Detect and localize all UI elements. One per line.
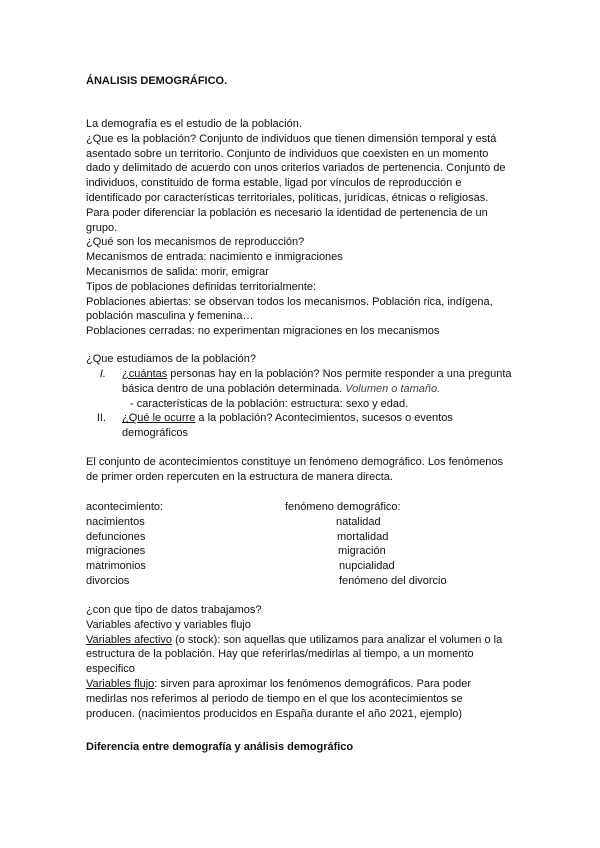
text-line: ¿Que es la población? Conjunto de individuos que tienen dimensión temporal y está	[86, 132, 497, 145]
events-table	[86, 500, 506, 589]
text-line: dado y delimitado de acuerdo con unos criterios variados de pertenencia. Conjunto de	[86, 162, 506, 175]
table-cell: migraciones	[86, 545, 146, 558]
table-header-row	[86, 500, 506, 515]
text-line: medirlas nos referimos al periodo de tiempo en el que los acontecimientos se	[86, 692, 463, 705]
text-line: Mecanismos de salida: morir, emigrar	[86, 265, 269, 278]
table-cell: nacimientos	[86, 515, 145, 528]
text-span: a la población? Acontecimientos, sucesos o eventos	[195, 412, 453, 425]
study-list	[86, 367, 514, 441]
underlined-term: ¿cuántas	[122, 368, 168, 380]
text-line: población masculina y femenina…	[86, 310, 254, 323]
text-line: asentado sobre un territorio. Conjunto de individuos que coexisten en un momento	[86, 147, 489, 160]
text-span: : sirven para aproximar los fenómenos demográficos. Para poder	[154, 677, 471, 690]
text-line: La demografía es el estudio de la población.	[86, 118, 302, 130]
table-row	[86, 574, 506, 589]
table-cell: matrimonios	[86, 560, 146, 573]
text-line: identificado por características territoriales, políticas, jurídicas, étnicas o religiosas.	[86, 191, 489, 204]
table-row	[86, 544, 506, 559]
table-header: acontecimiento:	[86, 501, 164, 513]
text-line	[86, 677, 514, 692]
text-line: individuos, constituido de forma estable, ligad por vínculos de reproducción e	[86, 177, 462, 190]
table-cell: mortalidad	[337, 530, 389, 543]
text-line: Para poder diferenciar la población es necesario la identidad de pertenencia de un	[86, 206, 488, 219]
text-line: Poblaciones abiertas: se observan todos los mecanismos. Población rica, indígena,	[86, 295, 493, 308]
table-cell: natalidad	[336, 515, 381, 528]
section-heading: Diferencia entre demografía y análisis demográfico	[86, 741, 354, 753]
table-row	[86, 530, 506, 545]
text-span: básica dentro de una población determinada.	[122, 382, 346, 395]
study-question	[86, 352, 514, 367]
table-cell: defunciones	[86, 530, 146, 543]
table-cell: divorcios	[86, 574, 130, 587]
text-line: ¿con que tipo de datos trabajamos?	[86, 604, 262, 616]
table-cell: nupcialidad	[339, 560, 395, 573]
table-row	[86, 515, 506, 530]
text-line: El conjunto de acontecimientos constituye un fenómeno demográfico. Los fenómenos	[86, 456, 504, 468]
italic-text: Volumen o tamaño.	[345, 382, 441, 395]
text-line: especifico	[86, 663, 135, 676]
text-line: ¿Que estudiamos de la población?	[86, 353, 256, 365]
text-span: personas hay en la población? Nos permite responder a una pregunta	[167, 368, 512, 380]
list-number: I.	[99, 368, 106, 380]
text-line: estructura de la población. Hay que referirlas/medirlas al tiempo, a un momento	[86, 648, 474, 661]
table-row	[86, 559, 506, 574]
text-line: de primer orden repercuten en la estructura de manera directa.	[86, 470, 393, 483]
intro-section	[86, 117, 514, 339]
list-item	[86, 367, 514, 411]
text-line: demográficos	[122, 427, 189, 440]
list-item	[86, 411, 514, 441]
table-header: fenómeno demográfico:	[285, 501, 401, 513]
text-line: Mecanismos de entrada: nacimiento e inmigraciones	[86, 251, 343, 264]
text-line: Variables afectivo y variables flujo	[86, 618, 251, 631]
table-cell: migración	[338, 545, 386, 558]
text-line: producen. (nacimientos producidos en España durante el año 2021, ejemplo)	[86, 707, 463, 720]
sub-item: - características de la población: estructura: sexo y edad.	[130, 397, 409, 410]
events-paragraph	[86, 455, 514, 485]
data-types-section	[86, 603, 514, 721]
underlined-term: ¿Qué le ocurre	[122, 412, 196, 425]
text-line: Tipos de poblaciones definidas territorialmente:	[86, 280, 317, 293]
underlined-term: Variables afectivo	[86, 633, 173, 646]
text-line: grupo.	[86, 221, 118, 234]
text-line: ¿Qué son los mecanismos de reproducción?	[86, 236, 305, 249]
text-line	[86, 633, 514, 648]
underlined-term: Variables flujo	[86, 677, 155, 690]
text-line: Poblaciones cerradas: no experimentan migraciones en los mecanismos	[86, 325, 440, 338]
table-cell: fenómeno del divorcio	[339, 574, 447, 587]
list-number: II.	[96, 412, 106, 425]
page-title: ÁNALISIS DEMOGRÁFICO.	[86, 75, 228, 87]
text-span: (o stock): son aquellas que utilizamos para analizar el volumen o la	[172, 633, 503, 646]
